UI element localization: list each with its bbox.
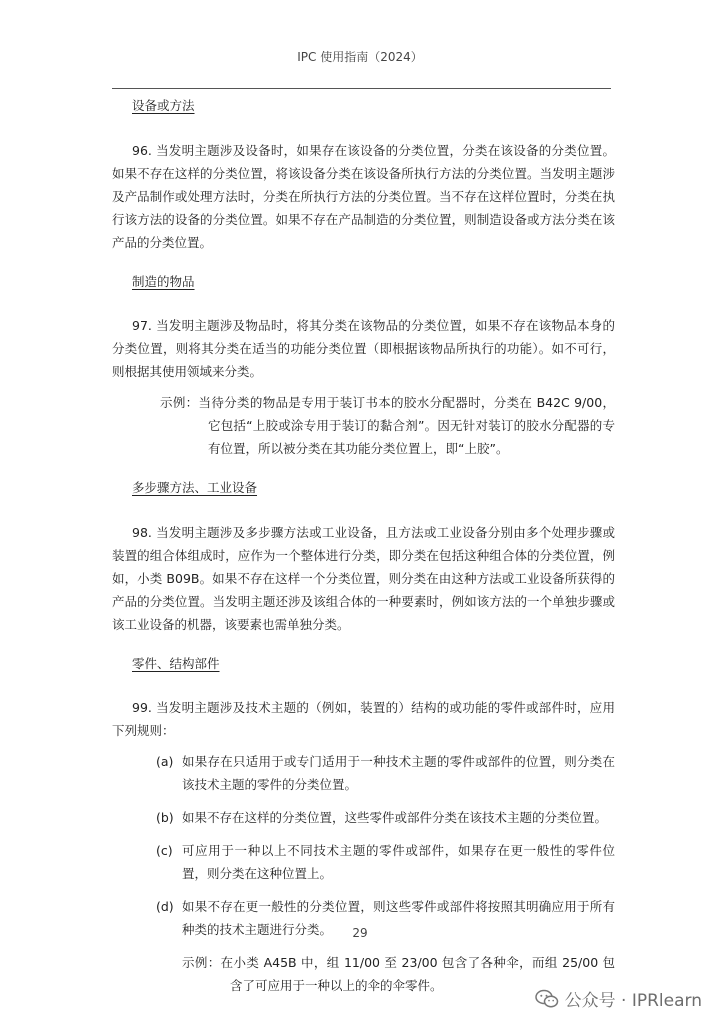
section-heading-parts-structural: 零件、结构部件 bbox=[132, 655, 220, 671]
section-heading-equipment-method: 设备或方法 bbox=[132, 98, 195, 113]
paragraph-98: 98. 当发明主题涉及多步骤方法或工业设备，且方法或工业设备分别由多个处理步骤或装置的组合体组成时，应作为一个整体进行分类，即分类在包括这种组合体的分类位置，例如，小类 B09B。如果不存在这样一个分类位置，则分类在由这种方法或工业设备所获得的产品的分类位置。当发明主题还涉及该组合体的一种要素时，例如该方法的一个单独步骤或该工业设备的机器，该要素也需单独分类。 bbox=[112, 524, 615, 632]
paragraph-99: 99. 当发明主题涉及技术主题的（例如，装置的）结构的或功能的零件或部件时，应用下列规则： bbox=[112, 700, 615, 738]
item-text: 如果不存在更一般性的分类位置，则这些零件或部件将按照其明确应用于所有种类的技术主题进行分类。 bbox=[182, 899, 615, 937]
page-content bbox=[112, 100, 615, 997]
example-99: 示例：在小类 A45B 中，组 11/00 至 23/00 包含了各种伞，而组 25/00 包含了可应用于一种以上的伞的伞零件。 bbox=[182, 955, 615, 993]
item-label: (d) bbox=[156, 899, 174, 914]
item-label: (b) bbox=[156, 810, 174, 825]
item-label: (c) bbox=[156, 843, 173, 858]
rule-item-c bbox=[156, 839, 615, 885]
item-text: 如果存在只适用于或专门适用于一种技术主题的零件或部件的位置，则分类在该技术主题的零件的分类位置。 bbox=[182, 754, 615, 792]
watermark-text: 公众号 · IPRlearn bbox=[564, 991, 702, 1011]
rule-item-b bbox=[156, 806, 615, 829]
page-number: 29 bbox=[352, 926, 368, 940]
example-97: 示例：当待分类的物品是专用于装订书本的胶水分配器时，分类在 B42C 9/00，它包括“上胶或涂专用于装订的黏合剂”。因无针对装订的胶水分配器的专有位置，所以被分类在其功能分类位置上，即“上胶”。 bbox=[160, 395, 615, 456]
item-label: (a) bbox=[156, 754, 174, 769]
paragraph-97: 97. 当发明主题涉及物品时，将其分类在该物品的分类位置，如果不存在该物品本身的分类位置，则将其分类在适当的功能分类位置（即根据该物品所执行的功能）。如不可行，则根据其使用领域来分类。 bbox=[112, 318, 615, 379]
section-heading-manufactured-articles: 制造的物品 bbox=[132, 273, 195, 289]
page-header: IPC 使用指南（2024） bbox=[297, 50, 423, 64]
rule-item-a bbox=[156, 750, 615, 796]
item-text: 可应用于一种以上不同技术主题的零件或部件，如果存在更一般性的零件位置，则分类在这种位置上。 bbox=[182, 843, 615, 881]
item-text: 如果不存在这样的分类位置，这些零件或部件分类在该技术主题的分类位置。 bbox=[182, 810, 608, 825]
section-heading-multistep-processes: 多步骤方法、工业设备 bbox=[132, 480, 258, 495]
header-rule bbox=[112, 88, 611, 89]
paragraph-96: 96. 当发明主题涉及设备时，如果存在该设备的分类位置，分类在该设备的分类位置。如果不存在这样的分类位置，将该设备分类在该设备所执行方法的分类位置。当发明主题涉及产品制作或处理方法时，分类在所执行方法的分类位置。当不存在这样位置时，分类在执行该方法的设备的分类位置。如果不存在产品制造的分类位置，则制造设备或方法分类在该产品的分类位置。 bbox=[112, 142, 615, 250]
watermark bbox=[535, 986, 702, 1011]
wechat-icon bbox=[535, 989, 559, 1009]
